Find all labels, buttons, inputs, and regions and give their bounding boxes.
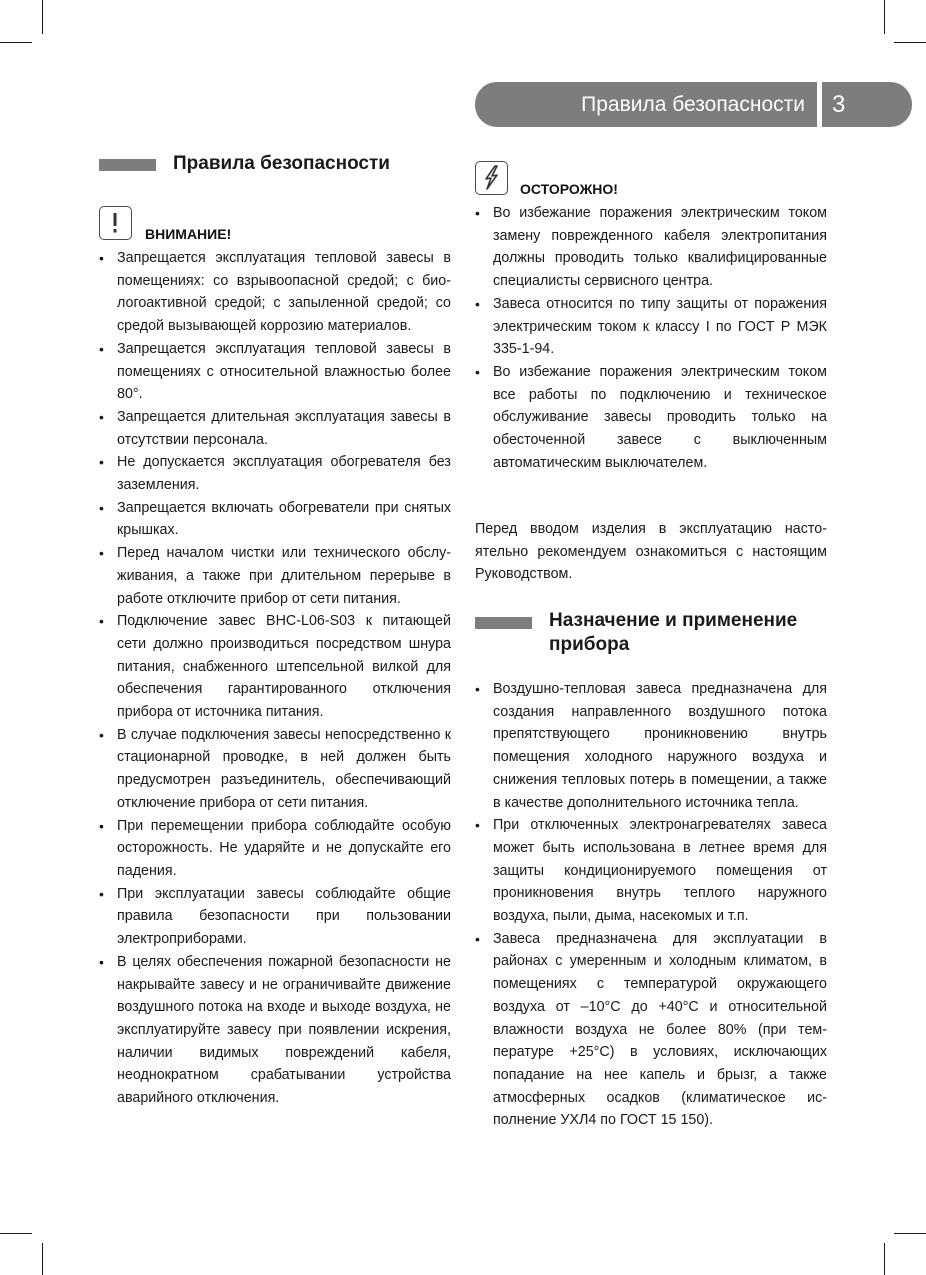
list-item: • Завеса предназначена для эксплуатации в районах с умеренным и холодным климатом, в помещениях с температурой окружающего воздуха от –10°С до +40°С и относительной влажности воздуха не более 80% (при температуре +25°С) в условиях, исключающих попадание на нее капель и брызг, а также атмосферных осадков (климатическое исполнение УХЛ4 по ГОСТ 15 150). — [475, 928, 827, 1132]
page-number: 3 — [832, 91, 846, 118]
section-title — [549, 609, 797, 657]
list-item: • Перед началом чистки или технического обслуживания, а также при длительном перерыве в работе отключите прибор от сети питания. — [99, 542, 451, 610]
crop-mark — [884, 0, 885, 34]
crop-mark — [0, 1233, 32, 1234]
list-item: • При эксплуатации завесы соблюдайте общие правила безопасности при пользовании электроприборами. — [99, 883, 451, 951]
exclamation-icon — [99, 206, 132, 240]
lightning-icon — [475, 161, 508, 195]
crop-mark — [42, 1243, 43, 1275]
section-title-line: Назначение и применение — [549, 610, 798, 631]
list-item: • Запрещается длительная эксплуатация завесы в отсутствии персонала. — [99, 406, 451, 451]
list-item: • В случае подключения завесы непосредственно к стационарной проводке, в ней должен быть предусмотрен разъединитель, обеспечивающий отключение прибора от сети питания. — [99, 724, 451, 815]
crop-mark — [894, 42, 926, 43]
warning-list — [99, 247, 451, 1110]
warning-label: ВНИМАНИЕ! — [145, 226, 232, 242]
list-item: • Воздушно-тепловая завеса предназначена для создания направленного воздушного потока препятствующего проникновению внутрь помещения холодного наружного воздуха и снижения тепловых потерь в помещении, а также в качестве дополнительного источника тепла. — [475, 678, 827, 814]
caution-list — [475, 202, 827, 474]
list-item: • Завеса относится по типу защиты от поражения электрическим током к классу I по ГОСТ Р МЭК 335-1-94. — [475, 293, 827, 361]
crop-mark — [884, 1243, 885, 1275]
crop-mark — [894, 1233, 926, 1234]
caution-label: ОСТОРОЖНО! — [520, 181, 618, 197]
crop-mark — [42, 0, 43, 34]
list-item: • Подключение завес ВНС-L06-S03 к питающей сети должно производиться посредством шнура питания, снабженного штепсельной вилкой для обеспечения гарантированного отключения прибора от источника питания. — [99, 610, 451, 724]
intro-paragraph: Перед вводом изделия в эксплуатацию настоятельно рекомендуем ознакомиться с настоящим Руководством. — [475, 521, 827, 583]
section-title-line: прибора — [549, 634, 630, 655]
section-title: Правила безопасности — [173, 153, 390, 174]
crop-mark — [0, 42, 32, 43]
list-item: • При перемещении прибора соблюдайте особую осторожность. Не ударяйте и не допускайте его падения. — [99, 815, 451, 883]
list-item: • Во избежание поражения электрическим током замену поврежденного кабеля электропитания должны проводить только квалифицированные специалисты сервисного центра. — [475, 202, 827, 293]
header-divider — [817, 82, 822, 127]
list-item: • Запрещается эксплуатация тепловой завесы в помещениях: со взрывоопасной средой; с биологоактивной средой; с запыленной средой; со средой вызывающей коррозию материалов. — [99, 247, 451, 338]
section-bar — [99, 159, 156, 171]
section-bar — [475, 617, 532, 629]
list-item: • При отключенных электронагревателях завеса может быть использована в летнее время для защиты кондиционируемого помещения от проникновения внутрь теплого наружного воздуха, пыли, дыма, насекомых и т.п. — [475, 814, 827, 928]
list-item: • Запрещается включать обогреватели при снятых крышках. — [99, 497, 451, 542]
list-item: • В целях обеспечения пожарной безопасности не накрывайте завесу и не ограничивайте движение воздушного потока на входе и выходе воздуха, не эксплуатируйте завесу при появлении искрения, наличии видимых повреждений кабеля, неоднократном срабатывании устройства аварийного отключения. — [99, 951, 451, 1110]
list-item: • Запрещается эксплуатация тепловой завесы в помещениях с относительной влажностью более 80°. — [99, 338, 451, 406]
page-header — [475, 82, 912, 127]
header-title: Правила безопасности — [581, 93, 805, 116]
purpose-list — [475, 678, 827, 1132]
list-item: • Не допускается эксплуатация обогревателя без заземления. — [99, 451, 451, 496]
list-item: • Во избежание поражения электрическим током все работы по подключению и техническое обслуживание завесы проводить только на обесточенной завесе с выключенным автоматическим выключателем. — [475, 361, 827, 475]
